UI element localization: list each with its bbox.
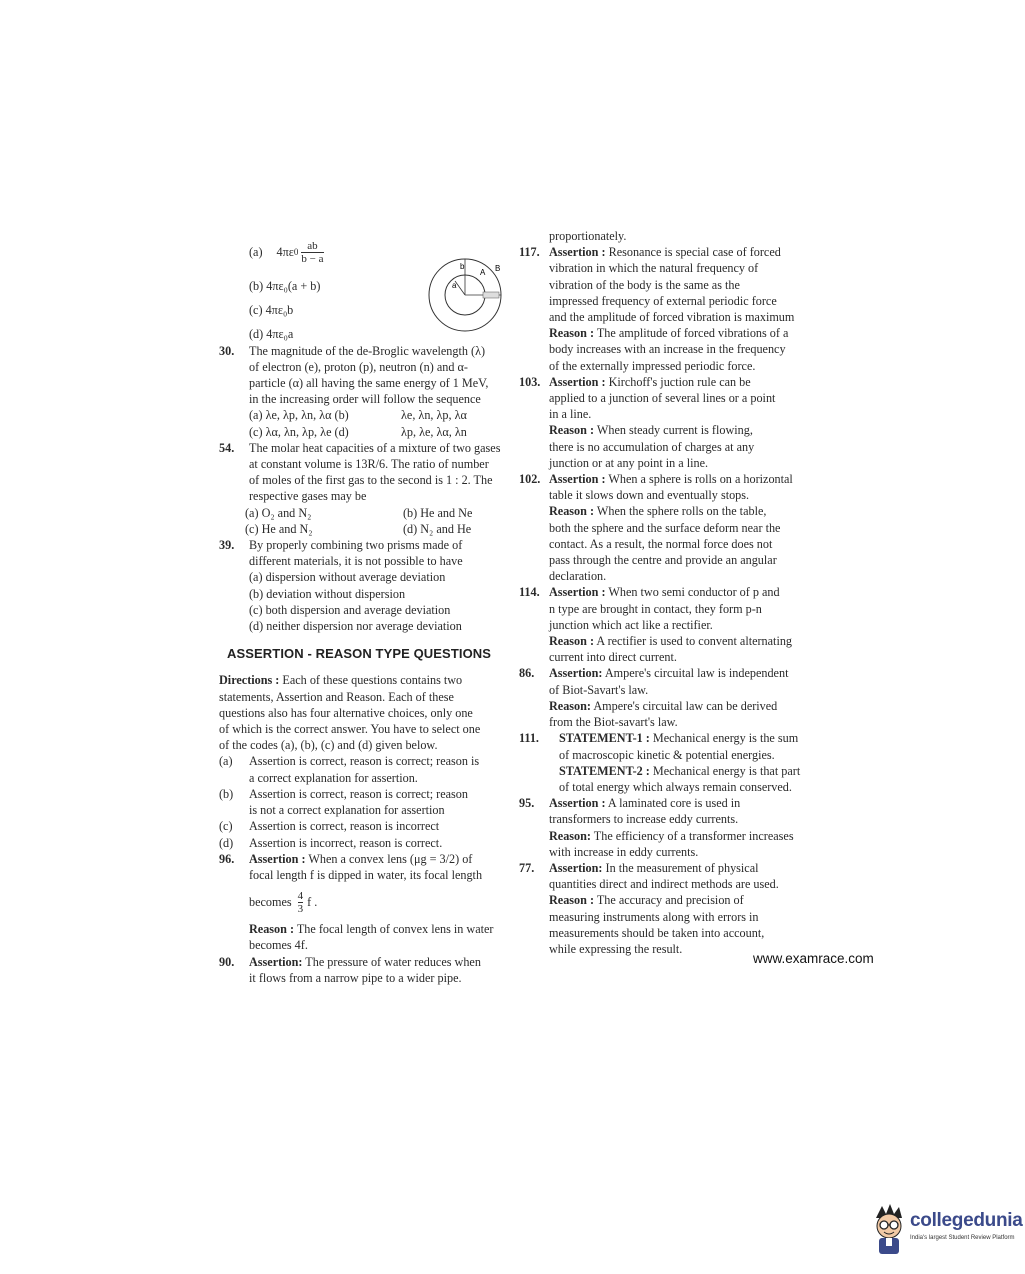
question-text: particle (α) all having the same energy of 1 MeV,: [249, 376, 489, 391]
option-c: (c) both dispersion and average deviation: [249, 602, 451, 617]
question-114: [519, 584, 807, 665]
logo-wordmark: collegedunia: [910, 1210, 1023, 1231]
option-d: λp, λe, λα, λn: [401, 424, 467, 439]
fraction-denominator: 3: [297, 902, 304, 915]
code-text: is not a correct explanation for assertion: [249, 803, 445, 818]
question-96: [219, 851, 506, 954]
question-text: The molar heat capacities of a mixture of two gases: [249, 440, 501, 455]
reason-label: Reason :: [549, 893, 595, 908]
assertion-text: Resonance is special case of forced: [605, 245, 781, 260]
statement-2-label: STATEMENT-2 :: [559, 763, 650, 778]
question-text: The magnitude of the de-Broglic wavelength (λ): [249, 343, 486, 358]
assertion-text: In the measurement of physical: [602, 860, 759, 875]
option-a: (a) dispersion without average deviation: [249, 570, 446, 585]
assertion-text: becomes: [249, 895, 292, 909]
assertion-label: Assertion :: [249, 851, 306, 866]
option-b: (b) deviation without dispersion: [249, 586, 406, 601]
directions-text: of the codes (a), (b), (c) and (d) given below.: [219, 738, 438, 753]
question-102: [519, 471, 807, 584]
assertion-text: vibration of the body is the same as the: [549, 277, 740, 292]
question-30: [219, 343, 506, 440]
assertion-text: junction which act like a rectifier.: [549, 617, 713, 632]
directions: [219, 672, 506, 850]
question-103: [519, 374, 807, 471]
option-c: (c) λα, λn, λp, λe (d): [249, 424, 349, 439]
option-a-prefix: 4πε: [276, 244, 294, 259]
reason-text: contact. As a result, the normal force does not: [549, 536, 773, 551]
reason-text: current into direct current.: [549, 650, 677, 665]
concentric-spheres-figure: [425, 255, 505, 335]
section-heading: ASSERTION - REASON TYPE QUESTIONS: [227, 646, 492, 662]
question-text: of electron (e), proton (p), neutron (n) and α-: [249, 359, 468, 374]
reason-text: measuring instruments along with errors in: [549, 909, 759, 924]
statement-text: Mechanical energy is that part: [649, 763, 801, 778]
reason-label: Reason:: [549, 828, 591, 843]
question-77: [519, 860, 807, 957]
reason-text: The focal length of convex lens in water: [294, 922, 494, 937]
directions-text: Each of these questions contains two: [279, 673, 463, 688]
assertion-text: When two semi conductor of p and: [605, 585, 780, 600]
logo-tagline: India's largest Student Review Platform: [910, 1235, 1015, 1241]
assertion-text: Ampere's circuital law is independent: [602, 666, 789, 681]
left-column: [219, 236, 506, 986]
subscript-zero: 0: [293, 246, 299, 257]
question-text: at constant volume is 13R/6. The ratio of number: [249, 457, 489, 472]
code-label: (a): [219, 754, 233, 769]
reason-text: becomes 4f.: [249, 938, 308, 953]
assertion-text: of Biot-Savart's law.: [549, 682, 649, 697]
question-number: 114.: [519, 585, 540, 600]
assertion-text: Kirchoff's juction rule can be: [605, 374, 751, 389]
code-label: (c): [219, 819, 233, 834]
question-number: 77.: [519, 860, 535, 875]
right-column: [519, 228, 807, 957]
code-text: Assertion is correct, reason is correct; reason is: [249, 754, 480, 769]
figure-label-A: A: [480, 268, 486, 277]
reason-text: body increases with an increase in the frequency: [549, 342, 786, 357]
reason-text: When the sphere rolls on the table,: [594, 504, 767, 519]
assertion-text: it flows from a narrow pipe to a wider pipe.: [249, 970, 462, 985]
reason-text: When steady current is flowing,: [594, 423, 753, 438]
question-54: [219, 440, 506, 537]
directions-label: Directions :: [219, 673, 280, 688]
assertion-label: Assertion:: [549, 860, 603, 875]
statement-text: Mechanical energy is the sum: [649, 731, 799, 746]
question-number: 102.: [519, 472, 541, 487]
option-a-label: (a): [249, 244, 263, 259]
assertion-text: applied to a junction of several lines or a point: [549, 391, 776, 406]
assertion-text: quantities direct and indirect methods are used.: [549, 877, 779, 892]
question-number: 103.: [519, 374, 541, 389]
option-a: (a) λe, λp, λn, λα (b): [249, 408, 349, 423]
question-number: 111.: [519, 731, 539, 746]
directions-text: questions also has four alternative choices, only one: [219, 705, 473, 720]
reason-text: The accuracy and precision of: [594, 893, 744, 908]
option-d: (d) N₂ and He: [403, 521, 472, 536]
question-number: 54.: [219, 440, 235, 455]
reason-text: Ampere's circuital law can be derived: [590, 698, 778, 713]
continued-text: proportionately.: [549, 229, 627, 243]
question-number: 39.: [219, 538, 235, 553]
reason-text: The amplitude of forced vibrations of a: [594, 326, 789, 341]
question-text: in the increasing order will follow the sequence: [249, 392, 481, 407]
option-c: (c) 4πε₀b: [249, 303, 294, 318]
question-text: of moles of the first gas to the second is 1 : 2. The: [249, 473, 493, 488]
question-86: [519, 665, 807, 730]
reason-text: junction or at any point in a line.: [549, 455, 709, 470]
assertion-text: table it slows down and eventually stops.: [549, 488, 750, 503]
mascot-icon: [872, 1204, 908, 1256]
reason-text: from the Biot-savart's law.: [549, 715, 678, 730]
reason-text: with increase in eddy currents.: [549, 844, 699, 859]
assertion-label: Assertion:: [549, 666, 603, 681]
reason-label: Reason :: [249, 922, 295, 937]
fraction-numerator: ab: [307, 239, 318, 252]
assertion-text: vibration in which the natural frequency of: [549, 261, 759, 276]
collegedunia-logo: [872, 1202, 1022, 1262]
option-d: (d) 4πε₀a: [249, 327, 294, 342]
figure-label-b: b: [460, 262, 465, 271]
directions-text: statements, Assertion and Reason. Each of these: [219, 689, 454, 704]
reason-text: of the externally impressed periodic force.: [549, 358, 756, 373]
assertion-text: n type are brought in contact, they form p-n: [549, 601, 762, 616]
option-b: (b) He and Ne: [403, 505, 473, 520]
assertion-text: f .: [307, 895, 318, 909]
question-111: [519, 730, 807, 795]
assertion-label: Assertion :: [549, 585, 606, 600]
code-text: Assertion is correct, reason is correct; reason: [249, 786, 468, 801]
question-number: 96.: [219, 851, 235, 866]
option-b: λe, λn, λp, λα: [401, 408, 467, 423]
assertion-text: focal length f is dipped in water, its focal length: [249, 867, 483, 882]
figure-label-a: a: [452, 281, 457, 290]
fraction-numerator: 4: [297, 889, 304, 902]
option-b: (b) 4πε₀(a + b): [249, 279, 321, 293]
question-text: respective gases may be: [249, 489, 367, 504]
question-text: By properly combining two prisms made of: [249, 538, 463, 553]
code-text: a correct explanation for assertion.: [249, 770, 418, 785]
question-number: 117.: [519, 245, 540, 260]
code-label: (b): [219, 786, 234, 801]
directions-text: of which is the correct answer. You have to select one: [219, 722, 481, 737]
assertion-text: A laminated core is used in: [605, 796, 741, 811]
code-text: Assertion is correct, reason is incorrect: [249, 819, 440, 834]
assertion-label: Assertion :: [549, 796, 606, 811]
question-95: [519, 795, 807, 860]
question-number: 95.: [519, 796, 535, 811]
code-label: (d): [219, 835, 234, 850]
question-number: 90.: [219, 954, 235, 969]
reason-label: Reason:: [549, 698, 591, 713]
reason-text: while expressing the result.: [549, 941, 683, 956]
assertion-text: in a line.: [549, 407, 592, 422]
reason-text: The efficiency of a transformer increases: [590, 828, 794, 843]
reason-label: Reason :: [549, 504, 595, 519]
option-d: (d) neither dispersion nor average deviation: [249, 619, 462, 634]
option-a: (a) O₂ and N₂: [245, 505, 312, 520]
figure-label-B: B: [495, 264, 501, 273]
fraction-denominator: b − a: [301, 252, 324, 265]
code-text: Assertion is incorrect, reason is correct.: [249, 835, 443, 850]
reason-text: there is no accumulation of charges at any: [549, 439, 755, 454]
assertion-label: Assertion :: [549, 374, 606, 389]
assertion-text: and the amplitude of forced vibration is maximum: [549, 310, 795, 325]
reason-text: declaration.: [549, 569, 607, 584]
reason-text: both the sphere and the surface deform near the: [549, 520, 781, 535]
assertion-label: Assertion :: [549, 472, 606, 487]
assertion-text: When a sphere is rolls on a horizontal: [605, 472, 793, 487]
statement-text: of macroscopic kinetic & potential energies.: [559, 747, 775, 762]
question-text: different materials, it is not possible to have: [249, 554, 463, 569]
assertion-text: transformers to increase eddy currents.: [549, 812, 739, 827]
assertion-text: When a convex lens (μg = 3/2) of: [305, 851, 473, 866]
statement-1-label: STATEMENT-1 :: [559, 731, 650, 746]
reason-text: A rectifier is used to convent alternating: [594, 634, 793, 649]
fraction-four-thirds: [298, 890, 304, 915]
assertion-text: impressed frequency of external periodic force: [549, 293, 777, 308]
question-number: 86.: [519, 666, 535, 681]
statement-text: of total energy which always remain conserved.: [559, 779, 792, 794]
reason-label: Reason :: [549, 423, 595, 438]
reason-label: Reason :: [549, 326, 595, 341]
question-117: [519, 244, 807, 374]
option-c: (c) He and N₂: [245, 521, 313, 536]
question-90: [219, 954, 506, 986]
assertion-label: Assertion :: [549, 245, 606, 260]
question-39: [219, 537, 506, 634]
assertion-label: Assertion:: [249, 954, 303, 969]
reason-label: Reason :: [549, 634, 595, 649]
reason-text: measurements should be taken into account,: [549, 925, 765, 940]
assertion-text: The pressure of water reduces when: [302, 954, 481, 969]
question-number: 30.: [219, 343, 235, 358]
watermark-url: www.examrace.com: [753, 951, 874, 966]
reason-text: pass through the centre and provide an angular: [549, 553, 777, 568]
option-a-fraction: [301, 240, 323, 265]
